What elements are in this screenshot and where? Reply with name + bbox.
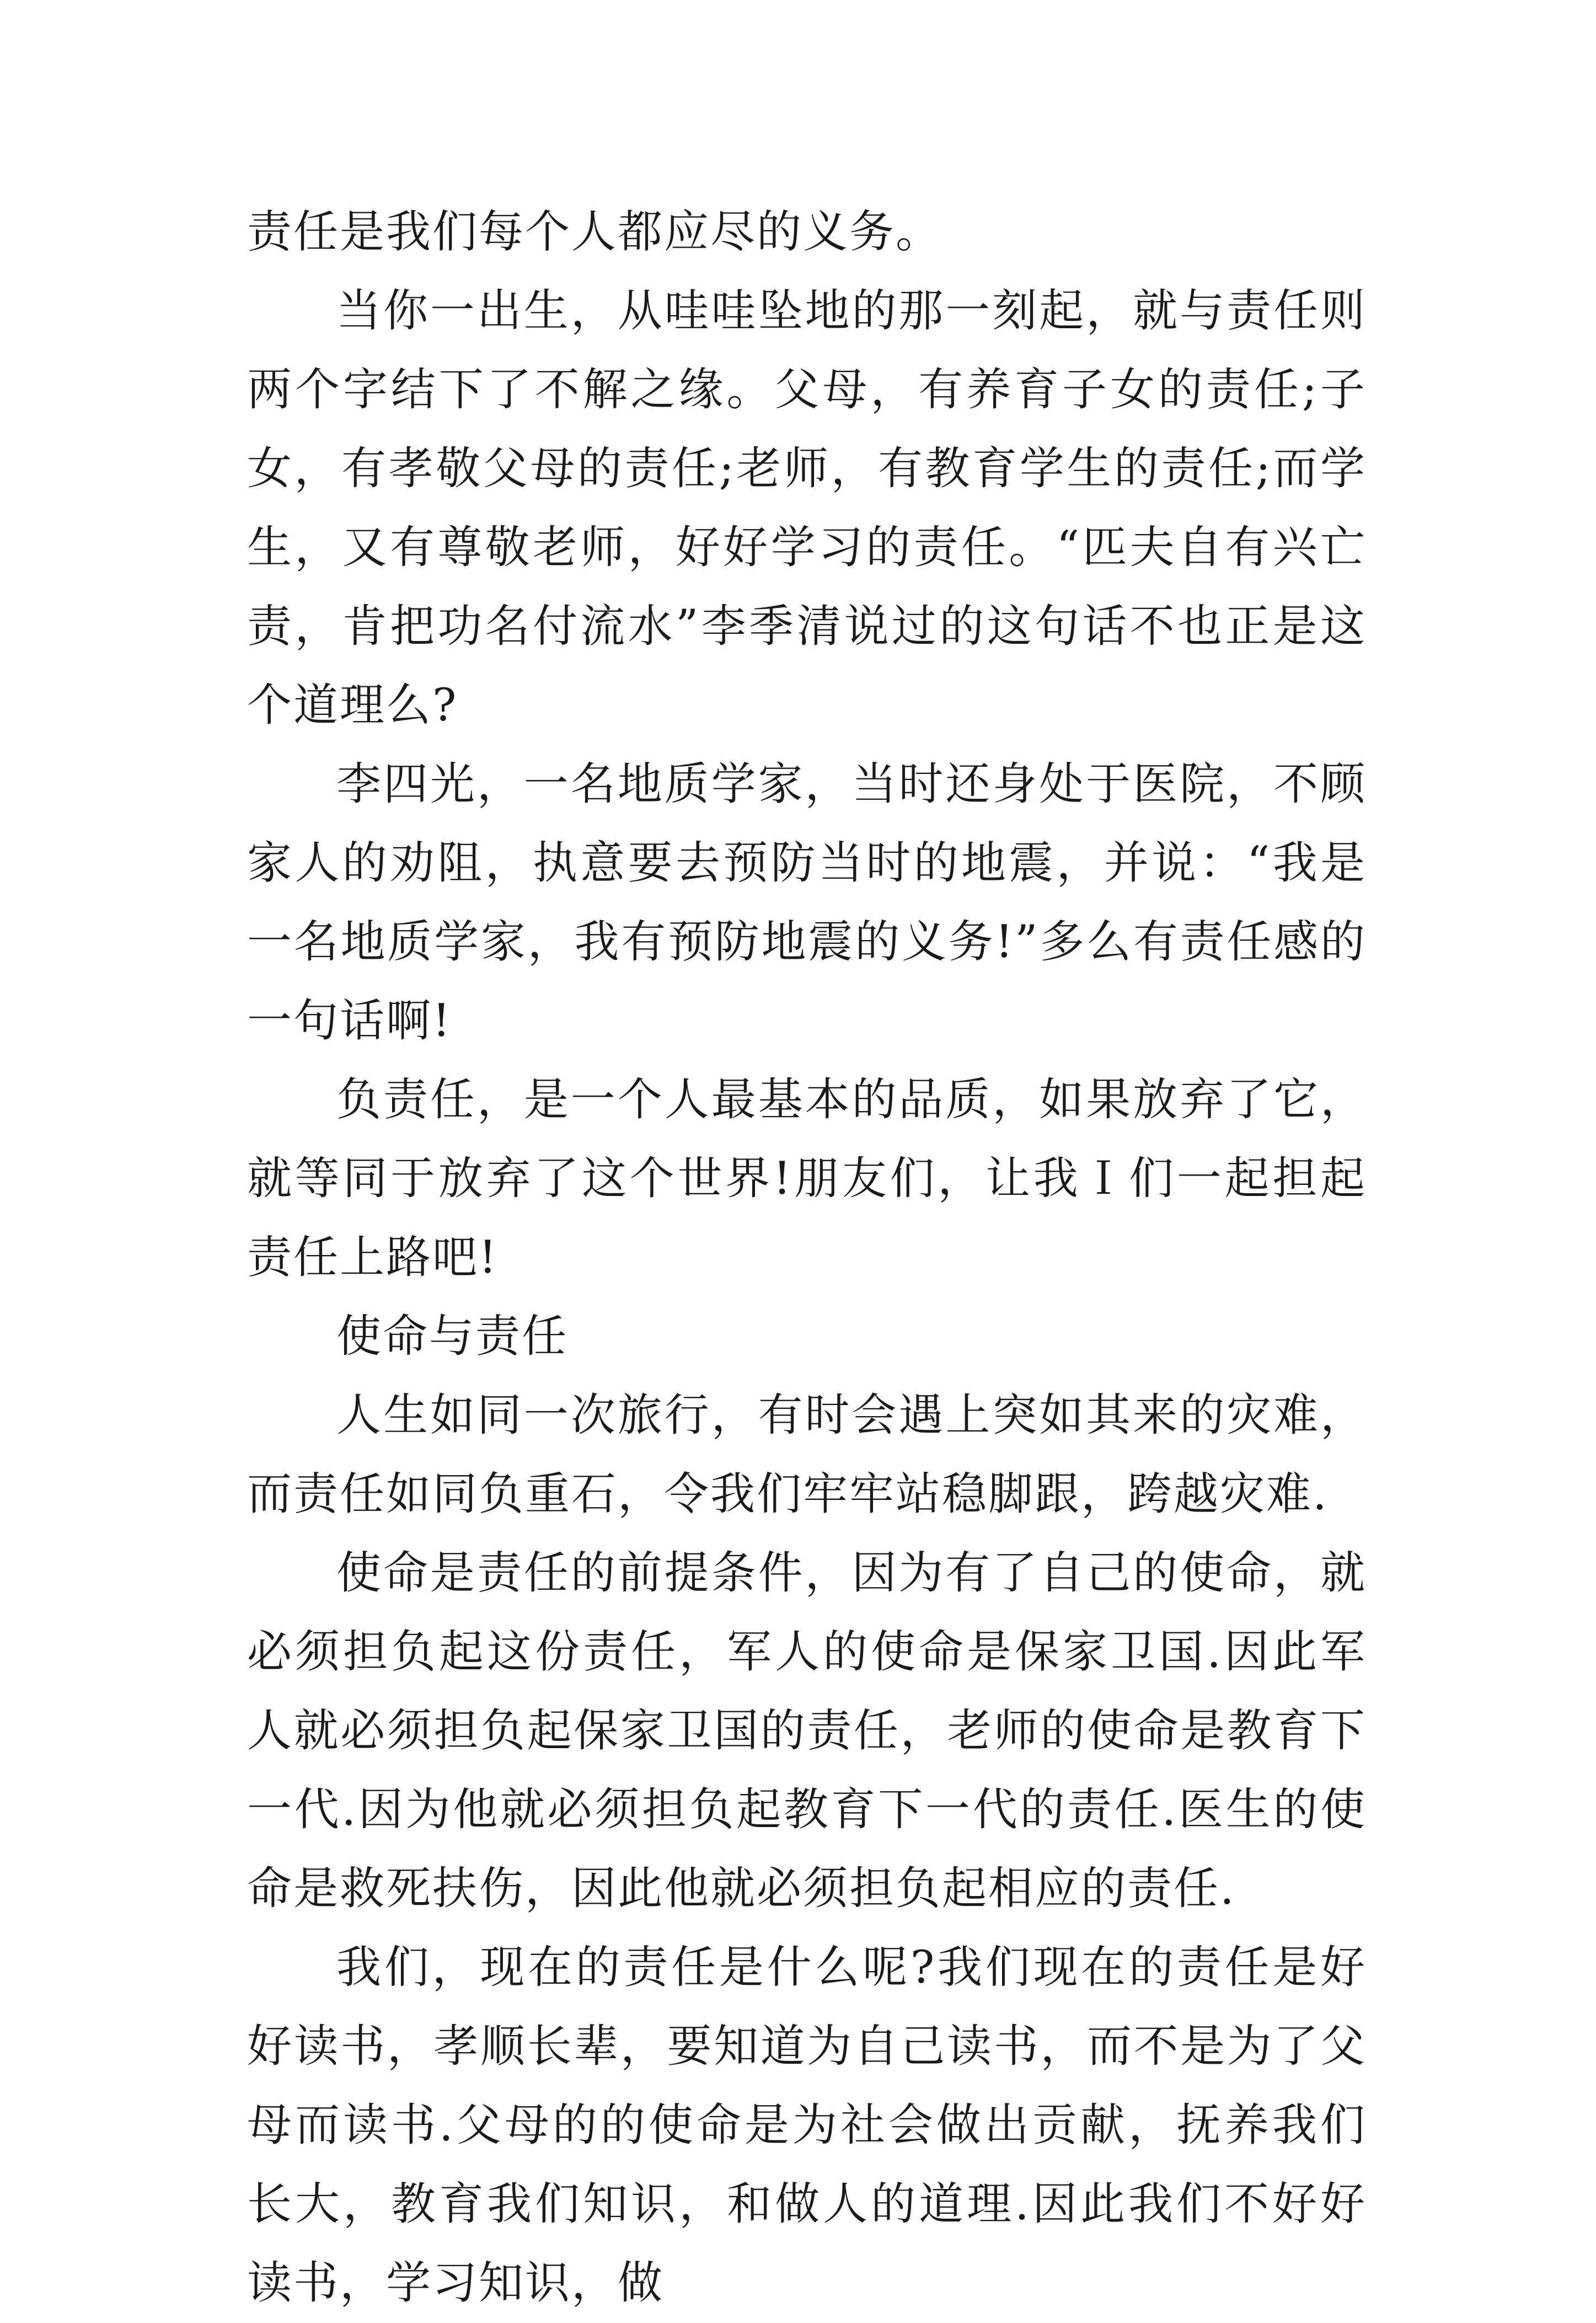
paragraph: 人生如同一次旅行，有时会遇上突如其来的灾难，而责任如同负重石，令我们牢牢站稳脚跟，跨越灾难.	[247, 1390, 1367, 1520]
paragraph: 我们，现在的责任是什么呢?我们现在的责任是好好读书，孝顺长辈，要知道为自己读书，而不是为了父母而读书.父母的的使命是为社会做出贡献，抚养我们长大，教育我们知识，和做人的道理.因此我们不好好读书，学习知识，做	[247, 1942, 1367, 2309]
paragraph: 李四光，一名地质学家，当时还身处于医院，不顾家人的劝阻，执意要去预防当时的地震，并说：“我是一名地质学家，我有预防地震的义务!”多么有责任感的一句话啊!	[247, 759, 1367, 1047]
section-heading: 使命与责任	[336, 1311, 569, 1363]
document-body	[247, 193, 1367, 2323]
paragraph: 责任是我们每个人都应尽的义务。	[247, 206, 942, 258]
paragraph: 负责任，是一个人最基本的品质，如果放弃了它，就等同于放弃了这个世界!朋友们，让我Ｉ们一起担起责任上路吧!	[247, 1074, 1367, 1284]
paragraph: 当你一出生，从哇哇坠地的那一刻起，就与责任则两个字结下了不解之缘。父母，有养育子女的责任;子女，有孝敬父母的责任;老师，有教育学生的责任;而学生，又有尊敬老师，好好学习的责任。“匹夫自有兴亡责，肯把功名付流水”李季清说过的这句话不也正是这个道理么?	[247, 285, 1367, 731]
paragraph: 使命是责任的前提条件，因为有了自己的使命，就必须担负起这份责任，军人的使命是保家卫国.因此军人就必须担负起保家卫国的责任，老师的使命是教育下一代.因为他就必须担负起教育下一代的责任.医生的使命是救死扶伤，因此他就必须担负起相应的责任.	[247, 1547, 1367, 1915]
